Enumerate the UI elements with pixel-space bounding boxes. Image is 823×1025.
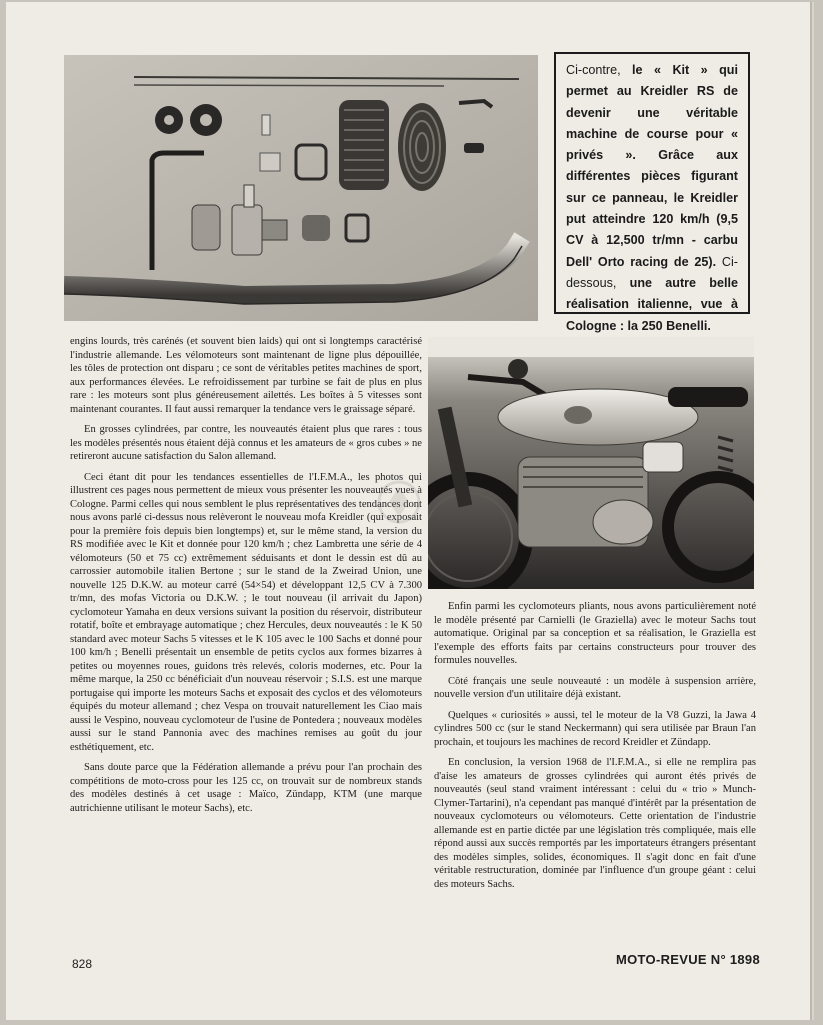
paragraph: Quelques « curiosités » aussi, tel le moteur de la V8 Guzzi, la Jawa 4 cylindres 500 cc (sur le stand Neckermann) qui sera utilisée par Braun l'an prochain, et toujours les machines de record Kreidler et Zündapp. <box>434 709 756 748</box>
kit-parts-photo <box>64 55 538 321</box>
article-left-column <box>70 335 422 822</box>
paragraph: Enfin parmi les cyclomoteurs pliants, nous avons particulièrement noté le modèle présenté par Carnielli (le Graziella) avec le moteur Sachs tout automatique. Original par sa conception et sa réalisation, le Graziella est l'exemple des efforts faits par certains constructeurs pour trouver des formules nouvelles. <box>434 601 756 666</box>
article-right-column <box>434 600 756 898</box>
benelli-photo <box>428 337 754 589</box>
caption-lead: Ci-contre, <box>566 63 621 77</box>
paragraph: En conclusion, la version 1968 de l'I.F.M.A., si elle ne remplira pas d'aise les amateurs de grosses cylindrées qui auront étés privés de nouveautés (seul stand vraiment intéressant : celui du « trio » Munch-Clymer-Tartarini), n'a cependant pas manqué d'intérêt par la présentation de nouveaux cyclomoteurs ou vélomoteurs. Cette orientation de l'industrie allemande est en partie dictée par une législation très compliquée, mais elle répond aussi aux succès remportés par les importateurs étrangers présentant des modèles simples, solides, économiques. Il s'agit donc en fait d'une véritable restructuration, dominée par l'influence d'un groupe géant : celui des moteurs Sachs. <box>434 757 756 890</box>
magazine-page <box>6 2 810 1020</box>
caption-lead-2: Ci-dessous, <box>566 254 738 290</box>
photo-caption-box <box>554 52 750 333</box>
paragraph: En grosses cylindrées, par contre, les nouveautés étaient plus que rares : tous les modèles présentés nous étaient déjà connus et les amateurs de « gros cubes » ne retireront aucune satisfaction du Salon allemand. <box>70 424 422 462</box>
stamp-watermark <box>374 472 424 532</box>
page-number: 828 <box>72 957 93 971</box>
paragraph: Ceci étant dit pour les tendances essentielles de l'I.F.M.A., les photos qui illustrent ces pages nous permettent de mieux vous présenter les nouveautés vues à Cologne. Parmi celles qui nous semblent le plus représentatives des tendances dont nous avons parlé ci-dessus nous relèveront le nouveau mofa Kreidler (qui exposait pour la première fois depuis bien longtemps) et, sur le même stand, la version du RS modifiée avec le Kit et donnée pour 120 km/h ; chez Lambretta une série de 4 vélomoteurs (50 et 75 cc) extrêmement séduisants et dont le dessin est dû au carrossier automobile italien Bertone ; sur le stand de la Zweirad Union, une nouvelle 125 D.K.W. au moteur carré (54×54) et développant 12,5 CV à 7.300 tr/mn, des mofas Victoria ou D.K.W. ; le tout nouveau (il arrivait du Japon) cyclomoteur Yamaha en deux versions suivant la position du réservoir, distributeur rotatif, boîte et embrayage automatique ; chez Hercules, deux nouveautés : le K 50 standard avec moteur Sachs 5 vitesses et le K 105 avec le 100 Sachs et donné pour 100 km/h ; Benelli présentait un ensemble de petits cyclos aux formes bizarres à petites ou moyennes roues, guidons très relevés, coloris modernes, etc. Pour la même marque, la 250 cc bénéficiait d'un nouveau réservoir ; S.I.S. est une marque portugaise qui importe les moteurs Sachs et exposait des cyclos et des vélomoteurs équipés du moteur allemand ; chez Vespa on trouvait naturellement les Ciao mais aussi le Vespino, nouveau cyclomoteur de l'usine de Pontedera ; nouveaux modèles aussi sur le stand Pannonia avec des machines remises au goût du jour esthétiquement, etc. <box>70 471 422 753</box>
caption-text: le « Kit » qui permet au Kreidler RS de devenir une véritable machine de course pour « privés ». Grâce aux différentes pièces figurant sur ce panneau, le Kreidler put atteindre 120 km/h (9,5 CV à 12,500 tr/mn - carbu Dell' Orto racing de 25). <box>566 63 739 269</box>
paragraph: Côté français une seule nouveauté : un modèle à suspension arrière, nouvelle version d'un utilitaire déjà existant. <box>434 675 756 700</box>
benelli-motorcycle-illustration <box>428 337 754 589</box>
paragraph: Sans doute parce que la Fédération allemande a prévu pour l'an prochain des compétitions de moto-cross pour les 125 cc, on trouvait sur de nombreux stands des modèles destinés à cet usage : Maïco, Zündapp, KTM (une marque autrichienne utilisant le moteur Sachs), etc. <box>70 762 422 814</box>
magazine-issue: MOTO-REVUE N° 1898 <box>615 952 760 967</box>
paragraph: engins lourds, très carénés (et souvent bien laids) qui ont si longtemps caractérisé l'industrie allemande. Les vélomoteurs sont maintenant de ligne plus dépouillée, les tôles de protection ont disparu ; ce sont de véritables petites machines de sport, aux performances élevées. Le refroidissement par turbine se fait de plus en plus rare : les moteurs sont plus généreusement ailettés. Les boîtes à 5 vitesses sont maintenant courantes. Il faut aussi remarquer la tendance vers le graissage séparé. <box>70 336 422 415</box>
caption-text-2: une autre belle réalisation italienne, vue à Cologne : la 250 Benelli. <box>566 275 738 333</box>
kit-parts-illustration <box>64 55 538 321</box>
